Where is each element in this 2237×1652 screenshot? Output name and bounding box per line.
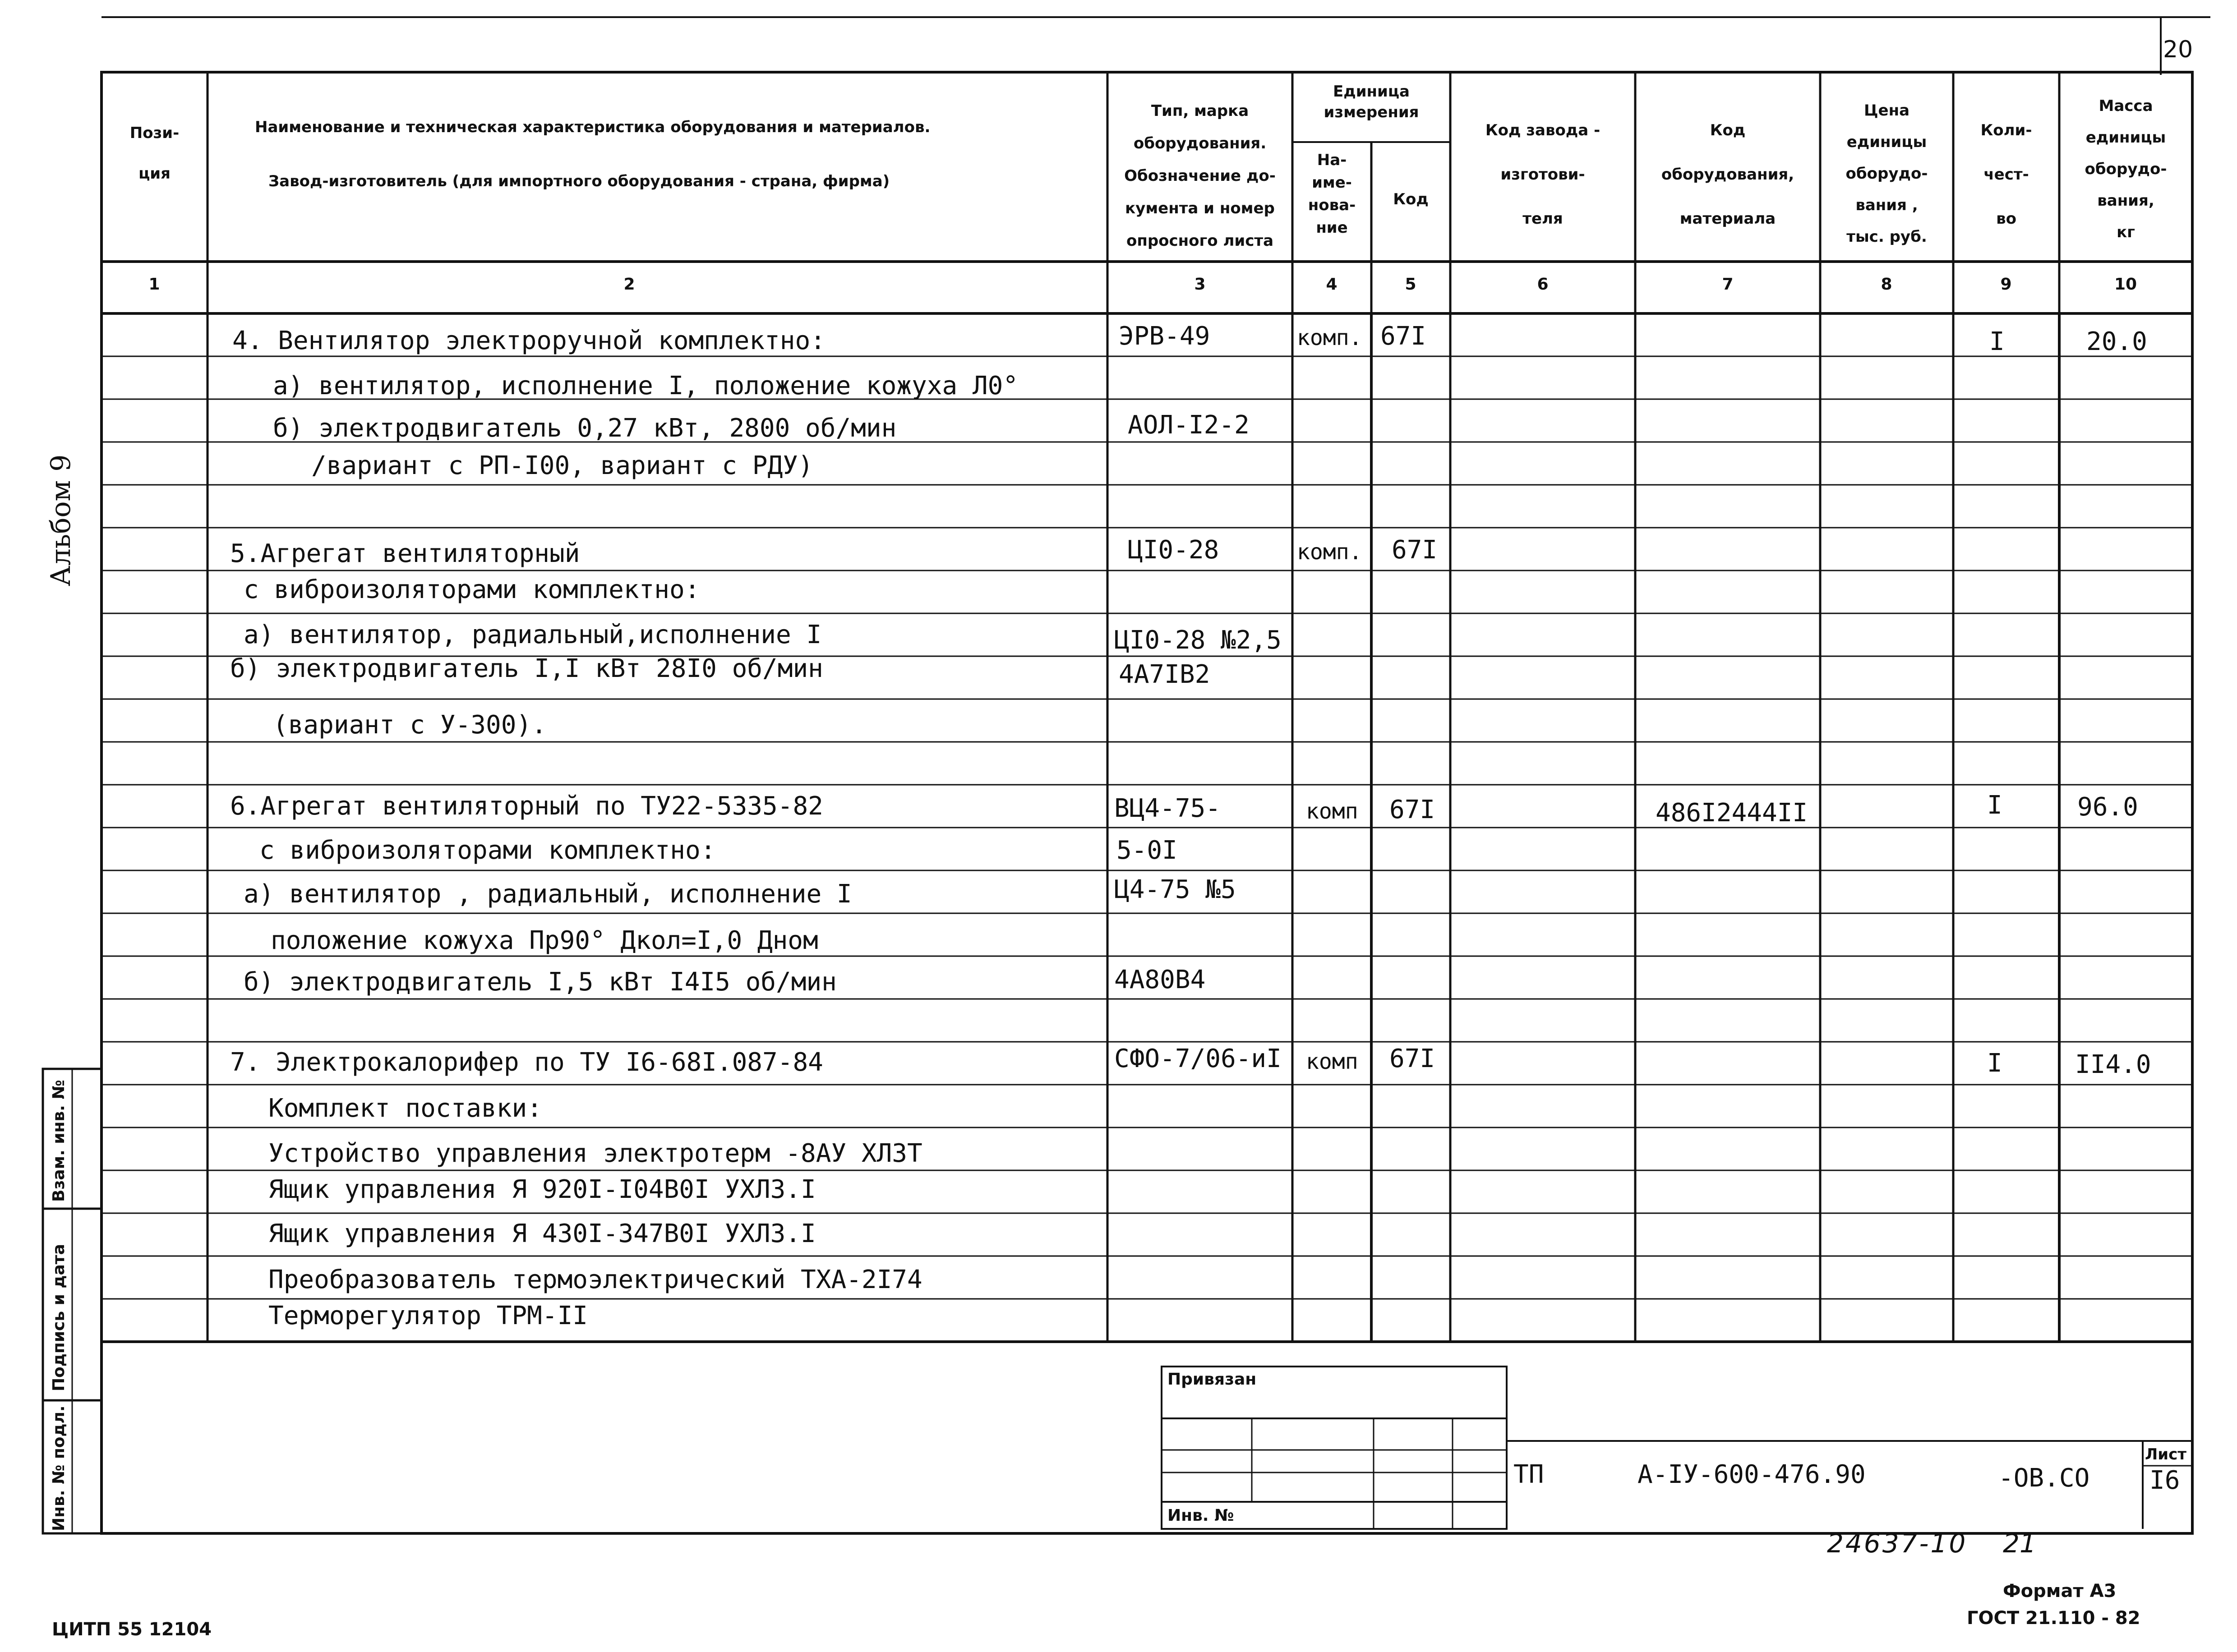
unit-cell: комп. (1297, 539, 1362, 565)
type-cell: 5-0I (1116, 836, 1177, 865)
unit-cell: комп. (1297, 325, 1362, 350)
side-vzam: Взам. инв. № (50, 1080, 68, 1202)
table-row: б) электродвигатель I,5 кВт I4I5 об/мин (244, 967, 837, 997)
header-col-quantity: Коли- чест- во (1980, 121, 2032, 228)
table-row: (вариант с У-300). (273, 710, 547, 740)
unit-code-cell: 67I (1389, 1044, 1435, 1073)
col-number: 4 (1326, 275, 1338, 294)
header-col-factory-code: Код завода - изготови- теля (1485, 121, 1600, 228)
table-row: а) вентилятор, радиальный,исполнение I (244, 620, 822, 649)
handwritten-number: 24637-10 (1827, 1528, 1968, 1559)
type-cell: ЦI0-28 (1128, 535, 1219, 565)
unit-code-cell: 67I (1392, 535, 1438, 565)
header-col-unit: Единица измерения (1324, 83, 1419, 121)
stamp-sheet-number: I6 (2149, 1466, 2180, 1495)
header-col-unit-code: Код (1393, 190, 1429, 208)
type-cell: СФО-7/06-иI (1114, 1044, 1282, 1073)
type-cell: ВЦ4-75- (1114, 794, 1221, 823)
footer-left-code: ЦИТП 55 12104 (52, 1619, 212, 1640)
mass-cell: II4.0 (2075, 1050, 2151, 1079)
type-cell: АОЛ-I2-2 (1128, 410, 1250, 440)
table-row: Терморегулятор ТРМ-II (268, 1301, 588, 1330)
table-row: 5.Агрегат вентиляторный (230, 539, 580, 568)
header-col-unit-name: На- име- нова- ние (1308, 151, 1356, 237)
handwritten-page: 21 (2003, 1528, 2036, 1559)
type-cell: ЦI0-28 №2,5 (1114, 626, 1282, 655)
quantity-cell: I (1989, 327, 2005, 356)
table-row: 4. Вентилятор электроручной комплектно: (232, 326, 826, 355)
album-label: Альбом 9 (45, 454, 77, 586)
footer-gost: ГОСТ 21.110 - 82 (1967, 1608, 2140, 1629)
type-cell: 4А80В4 (1114, 965, 1206, 994)
col-number: 5 (1405, 275, 1416, 294)
type-cell: Ц4-75 №5 (1114, 875, 1236, 904)
unit-cell: комп (1306, 1049, 1358, 1074)
mass-cell: 20.0 (2086, 327, 2147, 356)
header-col-name-1: Наименование и техническая характеристика оборудования и материалов. (255, 118, 931, 136)
table-row: а) вентилятор, исполнение I, положение кожуха Л0° (273, 371, 1019, 400)
stamp-privyazan: Привязан (1167, 1370, 1257, 1389)
table-row: с виброизоляторами комплектно: (259, 836, 716, 865)
stamp-doc-number: А-IУ-600-476.90 (1637, 1460, 1866, 1489)
unit-code-cell: 67I (1389, 795, 1435, 824)
table-row: Комплект поставки: (268, 1094, 542, 1123)
table-row: Ящик управления Я 920I-I04В0I УХЛЗ.I (268, 1175, 816, 1204)
side-podpis: Подпись и дата (50, 1244, 68, 1391)
type-cell: 4А7IВ2 (1119, 660, 1210, 689)
table-row: Устройство управления электротерм -8АУ ХЛЗТ (268, 1139, 922, 1168)
col-number: 10 (2114, 275, 2137, 294)
equipment-code-cell: 486I2444II (1656, 798, 1808, 828)
table-row: Ящик управления Я 430I-347В0I УХЛЗ.I (268, 1219, 816, 1248)
mass-cell: 96.0 (2077, 792, 2138, 822)
stamp-tp: ТП (1513, 1460, 1544, 1489)
table-row: Преобразователь термоэлектрический ТХА-2I74 (268, 1265, 922, 1294)
unit-code-cell: 67I (1380, 322, 1426, 351)
quantity-cell: I (1987, 1049, 2002, 1078)
unit-cell: комп (1306, 799, 1358, 824)
table-row: с виброизоляторами комплектно: (244, 575, 700, 604)
stamp-doc-suffix: -ОВ.СО (1998, 1463, 2090, 1493)
col-number: 6 (1537, 275, 1549, 294)
header-col-price: Цена единицы оборудо- вания , тыс. руб. (1845, 101, 1928, 246)
table-row: б) электродвигатель 0,27 кВт, 2800 об/мин (273, 414, 897, 443)
header-col-mass: Масса единицы оборудо- вания, кг (2085, 97, 2167, 241)
col-number: 7 (1722, 275, 1734, 294)
stamp-inv-no: Инв. № (1167, 1506, 1234, 1525)
table-row: б) электродвигатель I,I кВт 28I0 об/мин (230, 654, 823, 683)
corner-sheet-number: 20 (2163, 36, 2193, 63)
col-number: 8 (1881, 275, 1892, 294)
table-row: положение кожуха Пр90° Дкол=I,0 Дном (271, 926, 818, 955)
col-number: 9 (2000, 275, 2012, 294)
table-row: 6.Агрегат вентиляторный по ТУ22-5335-82 (230, 791, 823, 821)
footer-format: Формат А3 (2003, 1581, 2117, 1601)
col-number: 3 (1194, 275, 1206, 294)
quantity-cell: I (1987, 791, 2002, 820)
table-row: а) вентилятор , радиальный, исполнение I (244, 879, 852, 909)
stamp-sheet-label: Лист (2145, 1445, 2186, 1463)
header-col-type: Тип, марка оборудования. Обозначение до- кумента и номер опросного листа (1124, 102, 1276, 250)
header-col-name-2: Завод-изготовитель (для импортного оборудования - страна, фирма) (268, 172, 890, 190)
side-inv-podl: Инв. № подл. (50, 1405, 68, 1531)
table-row: 7. Электрокалорифер по ТУ I6-68I.087-84 (230, 1048, 823, 1077)
table-row: /вариант с РП-I00, вариант с РДУ) (311, 451, 813, 480)
col-number: 1 (148, 275, 160, 294)
header-col-position: Пози- ция (129, 124, 180, 183)
header-col-equipment-code: Код оборудования, материала (1661, 121, 1794, 228)
col-number: 2 (623, 275, 635, 294)
type-cell: ЭРВ-49 (1119, 322, 1210, 351)
